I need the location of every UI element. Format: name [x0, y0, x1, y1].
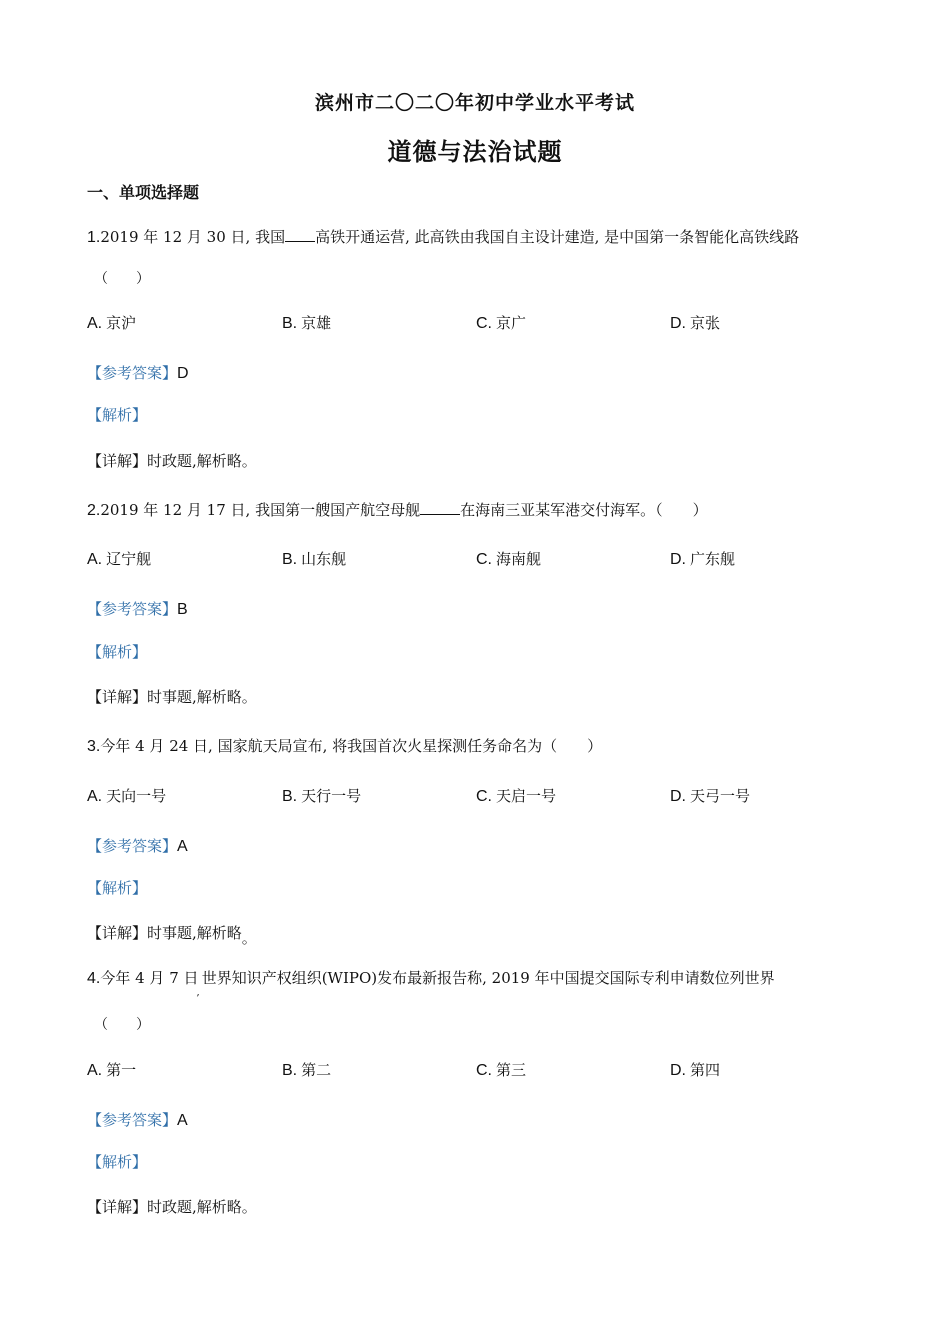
answer-blank	[285, 226, 315, 242]
option-b	[282, 548, 346, 569]
question-3-stem	[87, 735, 602, 756]
option-a	[87, 548, 151, 569]
option-letter: A.	[87, 1062, 103, 1079]
option-text: 海南舰	[496, 550, 542, 568]
answer-label: 【参考答案】	[87, 364, 178, 382]
question-4-detail	[87, 1196, 257, 1217]
question-1-parentheses: （ ）	[94, 271, 150, 287]
answer-label: 【参考答案】	[87, 1111, 178, 1129]
option-text: 第三	[496, 1061, 527, 1079]
answer-blank	[420, 499, 460, 515]
option-c	[476, 548, 541, 569]
question-number: 2.	[87, 502, 101, 519]
question-3-options	[87, 785, 867, 807]
option-letter: B.	[282, 1062, 298, 1079]
option-letter: B.	[282, 315, 298, 332]
option-b	[282, 1059, 331, 1080]
option-letter: C.	[476, 551, 492, 568]
option-text: 京张	[690, 314, 721, 332]
option-d	[670, 1059, 720, 1080]
option-c	[476, 312, 526, 333]
option-text: 山东舰	[301, 550, 347, 568]
option-c	[476, 1059, 526, 1080]
option-letter: B.	[282, 788, 298, 805]
option-text: 第二	[301, 1061, 332, 1079]
option-text: 京沪	[106, 314, 137, 332]
option-b	[282, 785, 361, 806]
option-text: 天行一号	[301, 787, 362, 805]
question-4-options	[87, 1059, 867, 1081]
option-text: 京广	[496, 314, 527, 332]
option-letter: A.	[87, 788, 103, 805]
option-text: 天弓一号	[690, 787, 751, 805]
option-letter: C.	[476, 1062, 492, 1079]
question-number: 4.	[87, 970, 101, 987]
option-text: 第一	[106, 1061, 137, 1079]
question-number: 3.	[87, 738, 101, 755]
option-text: 辽宁舰	[106, 550, 152, 568]
detail-text: 时政题,解析略。	[147, 452, 257, 470]
option-a	[87, 785, 166, 806]
option-d	[670, 785, 750, 806]
option-a	[87, 312, 136, 333]
question-text: 高铁开通运营, 此高铁由我国自主设计建造, 是中国第一条智能化高铁线路	[315, 228, 800, 246]
question-text: 世界知识产权组织(WIPO)发布最新报告称, 2019 年中国提交国际专利申请数位列世界	[201, 969, 775, 987]
detail-text: 时政题,解析略。	[147, 1198, 257, 1216]
option-letter: C.	[476, 315, 492, 332]
question-text: 2019 年 12 月 30 日, 我国	[100, 228, 286, 246]
question-1-stem	[87, 226, 799, 247]
question-2-stem	[87, 499, 708, 520]
option-text: 天启一号	[496, 787, 557, 805]
option-letter: A.	[87, 551, 103, 568]
detail-text: 时事题,解析略。	[147, 688, 257, 706]
option-letter: D.	[670, 788, 686, 805]
option-letter: D.	[670, 1062, 686, 1079]
detail-period: 。	[241, 929, 257, 947]
detail-label: 【详解】	[87, 924, 148, 942]
answer-label: 【参考答案】	[87, 837, 178, 855]
option-letter: D.	[670, 551, 686, 568]
question-1-answer	[87, 362, 189, 383]
option-text: 天向一号	[106, 787, 167, 805]
question-2-detail	[87, 686, 257, 707]
option-letter: C.	[476, 788, 492, 805]
question-text: 2019 年 12 月 17 日, 我国第一艘国产航空母舰	[100, 501, 421, 519]
exam-subtitle: 道德与法治试题	[387, 138, 563, 166]
question-text: 在海南三亚某军港交付海军。（ ）	[460, 501, 708, 519]
detail-label: 【详解】	[87, 1198, 148, 1216]
answer-label: 【参考答案】	[87, 600, 178, 618]
option-letter: B.	[282, 551, 298, 568]
option-c	[476, 785, 556, 806]
question-2-answer	[87, 598, 188, 619]
question-2-analysis-label: 【解析】	[87, 643, 148, 661]
question-4-parentheses: （ ）	[94, 1017, 150, 1033]
option-d	[670, 312, 720, 333]
question-4-answer	[87, 1109, 188, 1130]
question-number: 1.	[87, 229, 101, 246]
option-letter: D.	[670, 315, 686, 332]
section-title: 一、单项选择题	[87, 183, 200, 202]
detail-label: 【详解】	[87, 452, 148, 470]
exam-title: 滨州市二〇二〇年初中学业水平考试	[314, 92, 635, 114]
question-4-stem	[87, 967, 775, 998]
option-text: 京雄	[301, 314, 332, 332]
option-a	[87, 1059, 136, 1080]
detail-text: 时事题,解析略	[147, 924, 242, 942]
question-1-detail	[87, 450, 257, 471]
question-4-analysis-label: 【解析】	[87, 1153, 148, 1171]
answer-value: D	[177, 365, 189, 382]
question-text: 今年 4 月 24 日, 国家航天局宣布, 将我国首次火星探测任务命名为（ ）	[100, 737, 603, 755]
option-b	[282, 312, 331, 333]
question-3-detail	[87, 922, 257, 947]
option-letter: A.	[87, 315, 103, 332]
question-1-analysis-label: 【解析】	[87, 406, 148, 424]
question-text: 今年 4 月 7 日	[100, 969, 199, 987]
option-text: 第四	[690, 1061, 721, 1079]
question-3-analysis-label: 【解析】	[87, 879, 148, 897]
comma: ,	[196, 987, 200, 998]
question-3-answer	[87, 835, 188, 856]
option-text: 广东舰	[690, 550, 736, 568]
detail-label: 【详解】	[87, 688, 148, 706]
question-2-options	[87, 548, 867, 570]
answer-value: A	[177, 1112, 188, 1129]
option-d	[670, 548, 735, 569]
question-1-options	[87, 312, 867, 334]
answer-value: B	[177, 601, 188, 618]
answer-value: A	[177, 838, 188, 855]
